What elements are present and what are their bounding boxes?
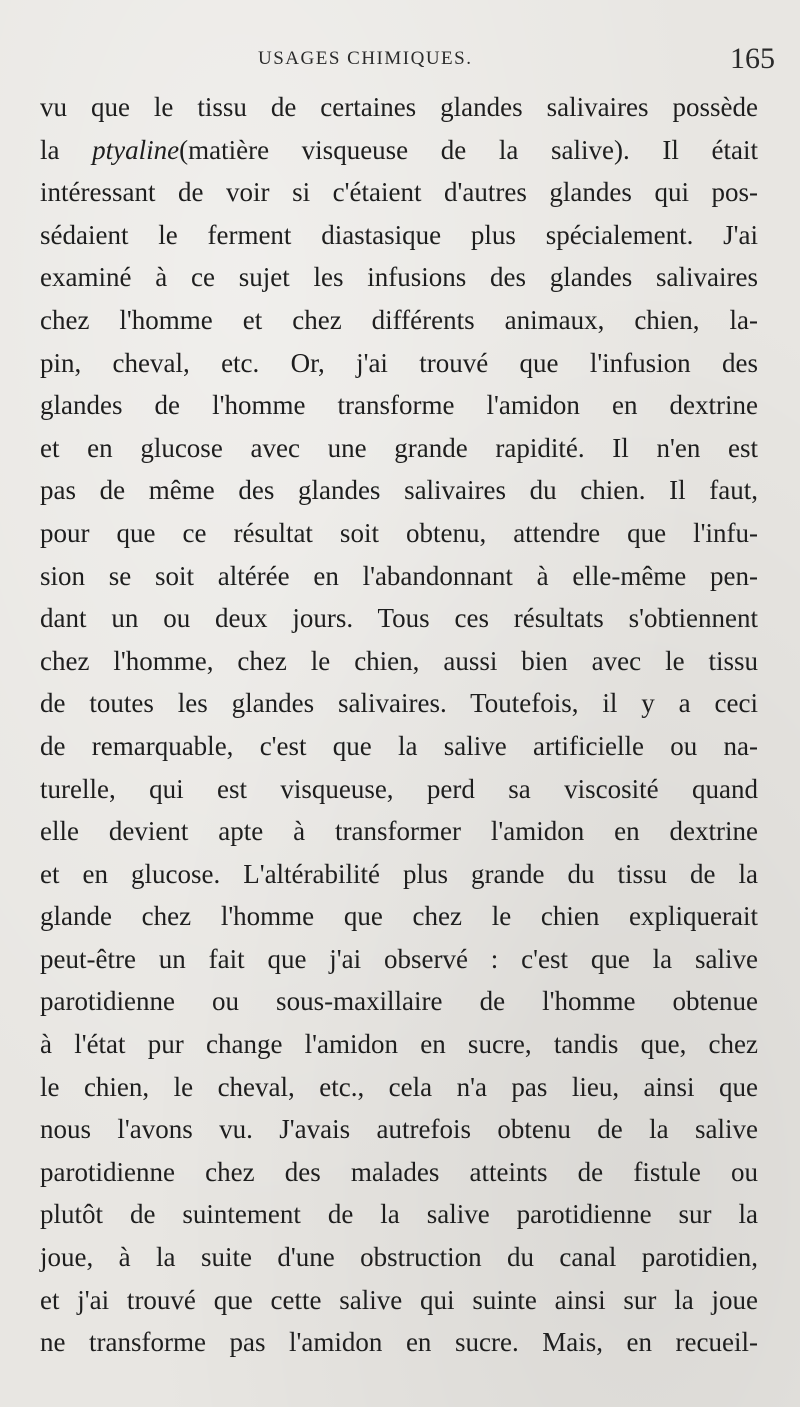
text-line: le chien, le cheval, etc., cela n'a pas lieu, ainsi que <box>40 1071 758 1102</box>
text-line: turelle, qui est visqueuse, perd sa viscosité quand <box>40 773 758 804</box>
running-title: USAGES CHIMIQUES. <box>258 48 473 69</box>
text-line: à l'état pur change l'amidon en sucre, tandis que, chez <box>40 1029 758 1060</box>
text-line: et en glucose avec une grande rapidité. Il n'en est <box>40 432 758 463</box>
text-line: pour que ce résultat soit obtenu, attendre que l'infu- <box>40 517 758 548</box>
text-line: glandes de l'homme transforme l'amidon en dextrine <box>40 390 758 421</box>
text-line: glande chez l'homme que chez le chien expliquerait <box>40 901 758 932</box>
text-line: chez l'homme et chez différents animaux, chien, la- <box>40 304 758 335</box>
text-line: plutôt de suintement de la salive parotidienne sur la <box>40 1199 758 1230</box>
text-line: vu que le tissu de certaines glandes salivaires possède <box>40 92 758 122</box>
text-line: de remarquable, c'est que la salive artificielle ou na- <box>40 730 758 761</box>
text-line: dant un ou deux jours. Tous ces résultats s'obtiennent <box>40 603 758 634</box>
text-line: ne transforme pas l'amidon en sucre. Mais, en recueil- <box>40 1327 758 1358</box>
running-head <box>40 42 775 76</box>
text-line: parotidienne ou sous-maxillaire de l'homme obtenue <box>40 986 758 1017</box>
text-line: pas de même des glandes salivaires du chien. Il faut, <box>40 475 758 506</box>
text-segment: la <box>40 134 93 165</box>
text-line: sédaient le ferment diastasique plus spécialement. J'ai <box>40 219 758 250</box>
text-line: examiné à ce sujet les infusions des glandes salivaires <box>40 262 758 293</box>
text-line: peut-être un fait que j'ai observé : c'est que la salive <box>40 943 758 974</box>
text-line: chez l'homme, chez le chien, aussi bien avec le tissu <box>40 645 758 676</box>
text-segment: (matière visqueuse de la salive). Il était <box>179 134 758 165</box>
page-number: 165 <box>730 42 775 75</box>
text-line: et j'ai trouvé que cette salive qui suinte ainsi sur la joue <box>40 1284 758 1315</box>
text-line: joue, à la suite d'une obstruction du canal parotidien, <box>40 1242 758 1273</box>
text-line: et en glucose. L'altérabilité plus grande du tissu de la <box>40 858 758 889</box>
text-line: pin, cheval, etc. Or, j'ai trouvé que l'infusion des <box>40 347 758 378</box>
body-text <box>40 86 758 1364</box>
italic-term: ptyaline <box>92 134 180 165</box>
text-line: parotidienne chez des malades atteints de fistule ou <box>40 1156 758 1187</box>
text-line: nous l'avons vu. J'avais autrefois obtenu de la salive <box>40 1114 758 1145</box>
text-line: elle devient apte à transformer l'amidon en dextrine <box>40 816 758 847</box>
text-line <box>40 129 758 172</box>
text-line: intéressant de voir si c'étaient d'autres glandes qui pos- <box>40 177 758 208</box>
text-line: sion se soit altérée en l'abandonnant à elle-même pen- <box>40 560 758 591</box>
text-line: de toutes les glandes salivaires. Toutefois, il y a ceci <box>40 688 758 719</box>
